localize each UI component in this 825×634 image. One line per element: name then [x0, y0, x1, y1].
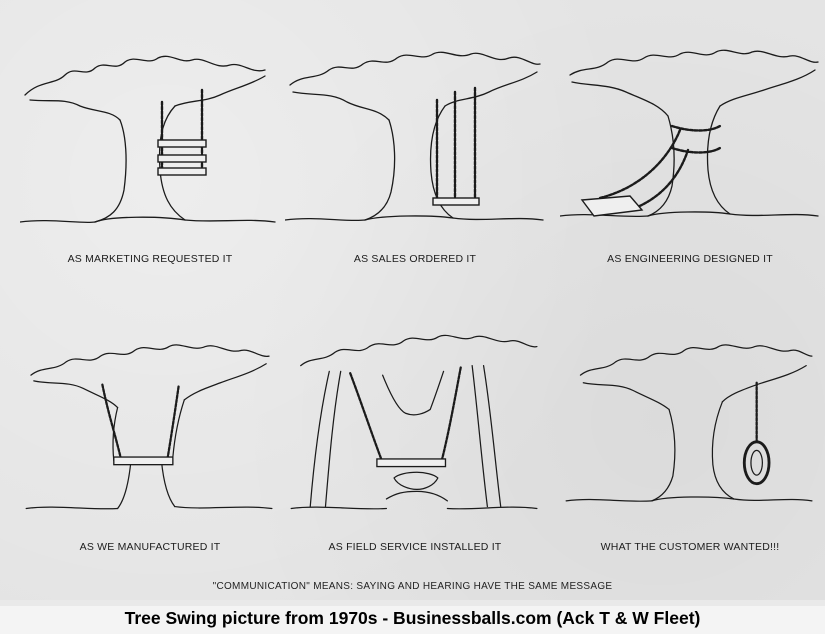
panel-sales — [285, 40, 545, 270]
caption-engineering: AS ENGINEERING DESIGNED IT — [607, 253, 773, 265]
panel-field-service — [285, 318, 545, 553]
caption-customer: WHAT THE CUSTOMER WANTED!!! — [600, 541, 780, 553]
panel-customer — [560, 318, 820, 553]
caption-manufactured: AS WE MANUFACTURED IT — [79, 541, 221, 553]
panel-manufactured — [20, 318, 280, 553]
caption-sales: AS SALES ORDERED IT — [353, 253, 477, 265]
panel-engineering — [560, 40, 820, 270]
tree-swing-drawing-manufactured — [20, 318, 280, 518]
tree-swing-drawing-marketing — [20, 40, 280, 240]
panel-marketing — [20, 40, 280, 270]
communication-motto: "COMMUNICATION" MEANS: SAYING AND HEARING HAVE THE SAME MESSAGE — [212, 581, 613, 592]
caption-marketing: AS MARKETING REQUESTED IT — [67, 253, 233, 265]
caption-field-service: AS FIELD SERVICE INSTALLED IT — [328, 541, 502, 553]
tree-swing-drawing-field-service — [285, 318, 545, 518]
tree-swing-drawing-sales — [285, 40, 545, 240]
credit-caption: Tree Swing picture from 1970s - Businessballs.com (Ack T & W Fleet) — [0, 606, 825, 634]
tree-swing-drawing-customer — [560, 318, 820, 518]
tree-swing-drawing-engineering — [560, 40, 820, 240]
